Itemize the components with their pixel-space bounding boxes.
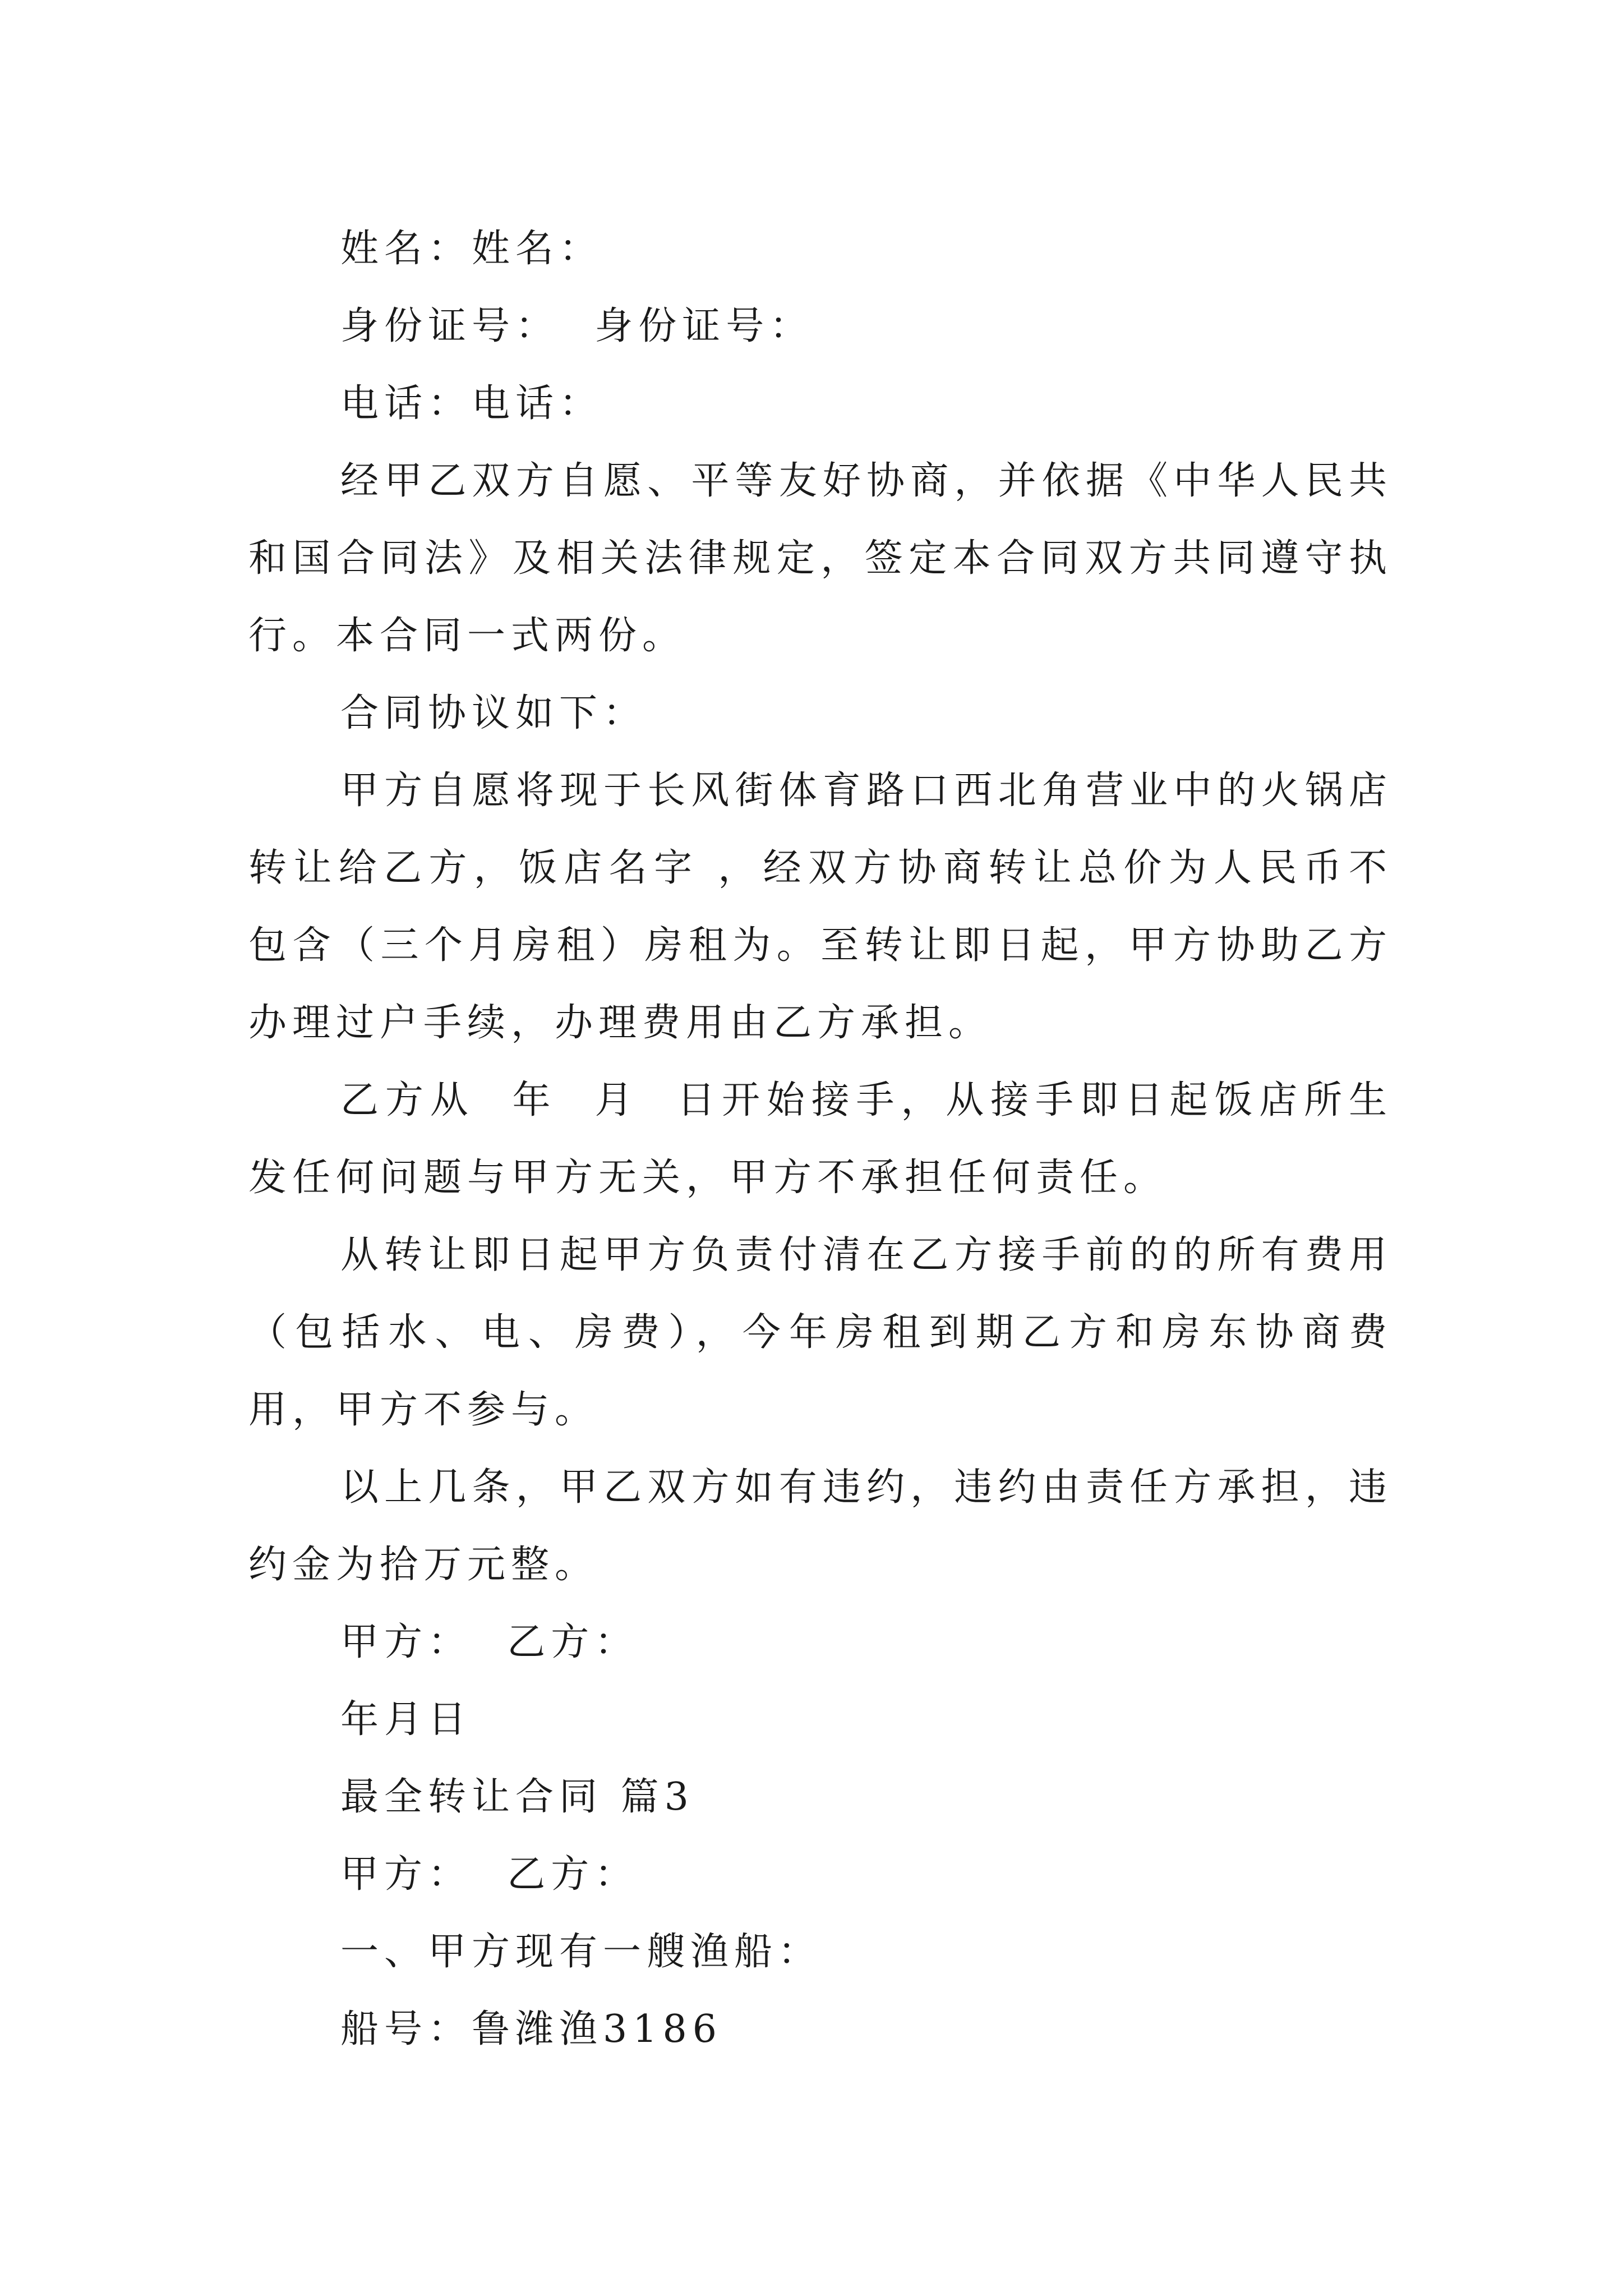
- phone-line: 电话：电话：: [340, 381, 603, 426]
- parties-line: 甲方： 乙方：: [340, 1852, 639, 1897]
- name-line: 姓名：姓名：: [340, 227, 603, 271]
- agreement-heading: 合同协议如下：: [340, 691, 647, 735]
- document-body: [248, 210, 1393, 2068]
- transfer-clause: 甲方自愿将现于长风街体育路口西北角营业中的火锅店转让给乙方，饭店名字 ，经双方协商转让总价为人民币不包含（三个月房租）房租为。至转让即日起，甲方协助乙方办理过户手续，办理费用由乙方承担。: [248, 769, 1393, 1045]
- id-number-line: 身份证号： 身份证号：: [340, 304, 814, 348]
- signature-parties-line: 甲方： 乙方：: [340, 1620, 639, 1664]
- breach-clause: 以上几条，甲乙双方如有违约，违约由责任方承担，违约金为拾万元整。: [248, 1465, 1393, 1587]
- preamble-paragraph: 经甲乙双方自愿、平等友好协商，并依据《中华人民共和国合同法》及相关法律规定，签定本合同双方共同遵守执行。本合同一式两份。: [248, 459, 1393, 658]
- handover-clause: 乙方从 年 月 日开始接手，从接手即日起饭店所生发任何问题与甲方无关，甲方不承担任何责任。: [248, 1078, 1393, 1200]
- boat-clause: 一、甲方现有一艘渔船：: [340, 1930, 822, 1974]
- section-title: 最全转让合同 篇3: [340, 1775, 694, 1819]
- expenses-clause: 从转让即日起甲方负责付清在乙方接手前的的所有费用（包括水、电、房费），今年房租到期乙方和房东协商费用，甲方不参与。: [248, 1233, 1393, 1432]
- date-line: 年月日: [340, 1697, 472, 1742]
- boat-number-line: 船号：鲁潍渔3186: [340, 2007, 723, 2051]
